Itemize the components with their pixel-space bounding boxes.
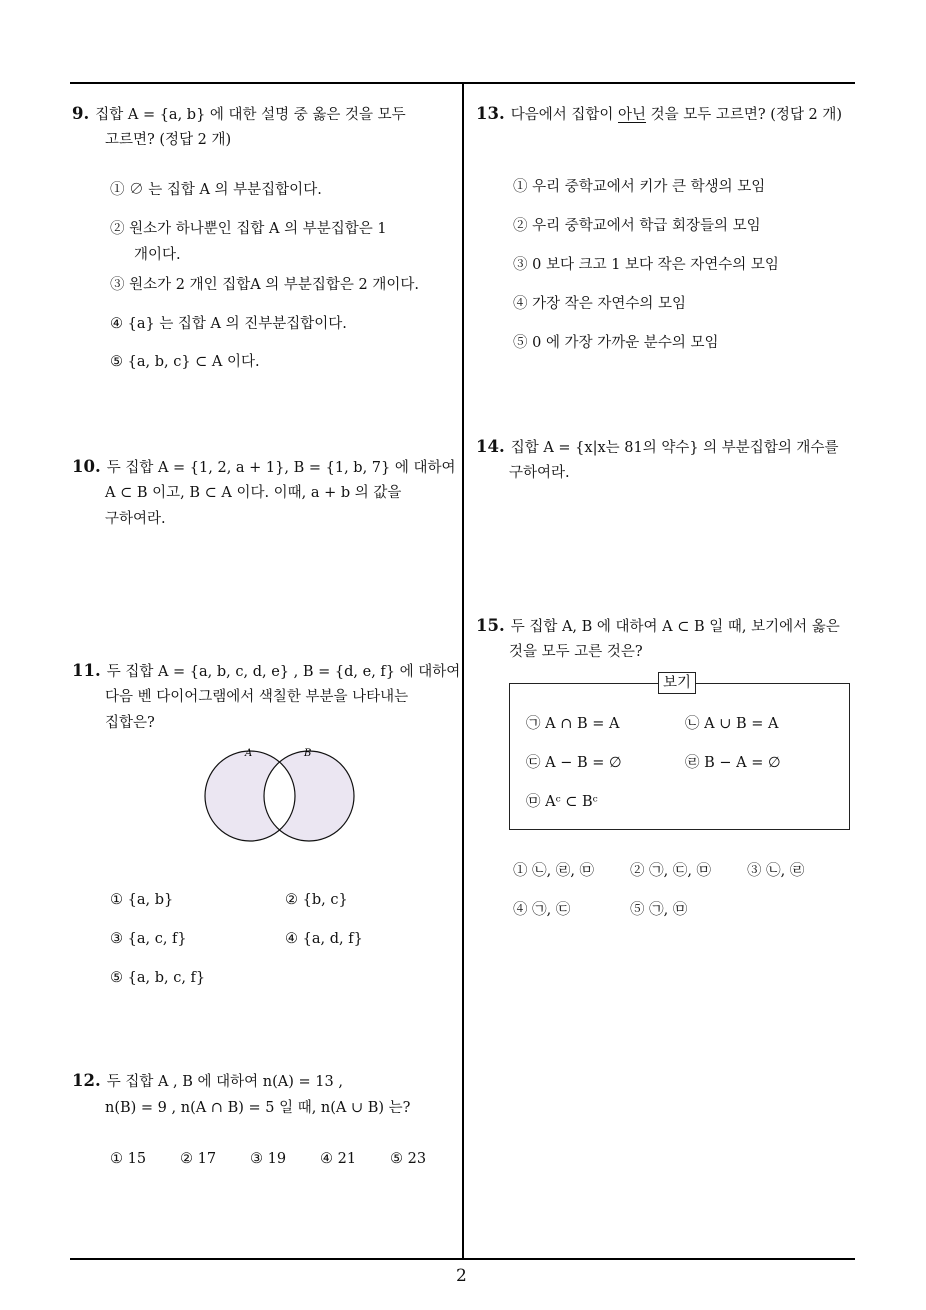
choice-2: ② 원소가 하나뿐인 집합 A 의 부분집합은 1: [110, 221, 387, 237]
question-9: [72, 104, 406, 125]
box-item-4: ㉣ B − A = ∅: [685, 755, 781, 771]
question-text: 것을 모두 고른 것은?: [509, 644, 643, 660]
choice-4: ④ 가장 작은 자연수의 모임: [513, 296, 687, 312]
question-number: 15.: [476, 616, 505, 635]
choice-3: ③ 0 보다 크고 1 보다 작은 자연수의 모임: [513, 257, 779, 273]
choice-4: ④ 21: [320, 1151, 357, 1167]
underlined-word: 아닌: [618, 107, 647, 123]
question-number: 14.: [476, 437, 505, 456]
question-text: A ⊂ B 이고, B ⊂ A 이다. 이때, a + b 의 값을: [105, 485, 402, 501]
choice-3: ③ {a, c, f}: [110, 931, 187, 947]
column-divider: [462, 82, 464, 1259]
question-text: 두 집합 A, B 에 대하여 A ⊂ B 일 때, 보기에서 옳은: [510, 619, 840, 635]
choice-5: ⑤ ㉠, ㉤: [630, 902, 688, 918]
question-text: 다음 벤 다이어그램에서 색칠한 부분을 나타내는: [105, 689, 409, 705]
question-number: 11.: [72, 661, 101, 680]
choice-5: ⑤ {a, b, c} ⊂ A 이다.: [110, 354, 260, 370]
question-11: [72, 661, 460, 682]
choice-3: ③ ㉡, ㉣: [747, 863, 805, 879]
choice-2: ② 우리 중학교에서 학급 회장들의 모임: [513, 218, 761, 234]
question-text: 두 집합 A , B 에 대하여 n(A) = 13 ,: [106, 1074, 343, 1090]
choice-1: ① {a, b}: [110, 892, 174, 908]
question-number: 9.: [72, 104, 90, 123]
choice-1: ① ㉡, ㉣, ㉤: [513, 863, 595, 879]
question-14: [476, 437, 838, 458]
choice-3: ③ 19: [250, 1151, 287, 1167]
venn-label-b: B: [304, 748, 312, 759]
choice-2-cont: 개이다.: [134, 247, 181, 263]
page-number: 2: [456, 1266, 467, 1286]
choice-5: ⑤ 0 에 가장 가까운 분수의 모임: [513, 335, 719, 351]
venn-diagram: [196, 740, 366, 850]
question-text: 구하여라.: [509, 465, 570, 481]
choice-4: ④ {a, d, f}: [285, 931, 363, 947]
box-item-5: ㉤ Aᶜ ⊂ Bᶜ: [526, 794, 598, 810]
venn-label-a: A: [245, 748, 253, 759]
question-text: 두 집합 A = {1, 2, a + 1}, B = {1, b, 7} 에 대하여: [106, 460, 456, 476]
example-box-title: 보기: [658, 672, 696, 694]
choice-5: ⑤ 23: [390, 1151, 427, 1167]
choice-1: ① ∅ 는 집합 A 의 부분집합이다.: [110, 182, 322, 198]
box-item-1: ㉠ A ∩ B = A: [526, 716, 620, 732]
question-10: [72, 457, 455, 478]
choice-1: ① 15: [110, 1151, 147, 1167]
choice-1: ① 우리 중학교에서 키가 큰 학생의 모임: [513, 179, 766, 195]
question-number: 10.: [72, 457, 101, 476]
box-item-2: ㉡ A ∪ B = A: [685, 716, 779, 732]
choice-3: ③ 원소가 2 개인 집합A 의 부분집합은 2 개이다.: [110, 277, 420, 293]
question-text: 두 집합 A = {a, b, c, d, e} , B = {d, e, f} 에 대하여: [106, 664, 461, 680]
question-number: 13.: [476, 104, 505, 123]
question-13: [476, 104, 842, 125]
choice-2: ② 17: [180, 1151, 217, 1167]
question-15: [476, 616, 840, 637]
choice-2: ② ㉠, ㉢, ㉤: [630, 863, 712, 879]
choice-4: ④ ㉠, ㉢: [513, 902, 571, 918]
choice-2: ② {b, c}: [285, 892, 348, 908]
question-text: 것을 모두 고르면? (정답 2 개): [646, 107, 843, 123]
bottom-rule: [70, 1258, 855, 1260]
choice-5: ⑤ {a, b, c, f}: [110, 970, 206, 986]
question-text: 집합 A = {x|x는 81의 약수} 의 부분집합의 개수를: [510, 440, 839, 456]
question-12: [72, 1071, 343, 1092]
question-text: 다음에서 집합이: [510, 107, 618, 123]
question-number: 12.: [72, 1071, 101, 1090]
question-text: 집합은?: [105, 715, 155, 731]
box-item-3: ㉢ A − B = ∅: [526, 755, 622, 771]
question-text: 구하여라.: [105, 511, 166, 527]
question-text: n(B) = 9 , n(A ∩ B) = 5 일 때, n(A ∪ B) 는?: [105, 1100, 411, 1116]
question-text: 집합 A = {a, b} 에 대한 설명 중 옳은 것을 모두: [95, 107, 406, 123]
choice-4: ④ {a} 는 집합 A 의 진부분집합이다.: [110, 316, 347, 332]
question-text: 고르면? (정답 2 개): [105, 132, 232, 148]
